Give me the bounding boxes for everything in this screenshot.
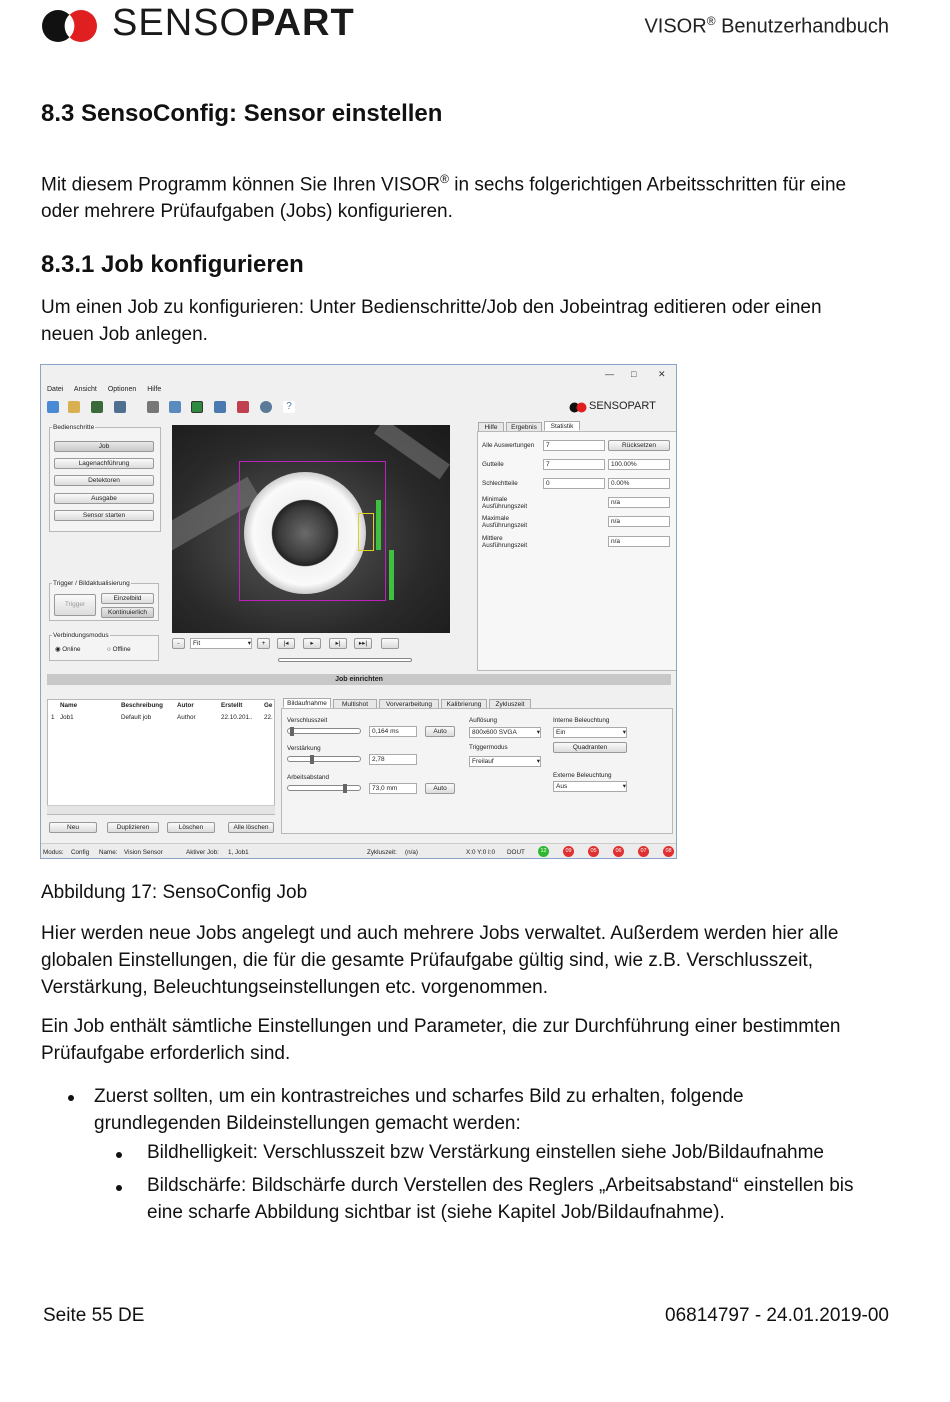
doc-title-sup: ® [706, 14, 716, 28]
shutter-value[interactable]: 0,164 ms [369, 726, 417, 737]
intro-part-c: oder mehrere Prüfaufgaben (Jobs) konfigurieren. [41, 201, 453, 223]
step-detectors-button[interactable]: Detektoren [54, 475, 154, 486]
screenshot-brand: SENSOPART [589, 400, 656, 412]
status-led-08: 08 [663, 846, 674, 857]
stat-percent-good: 100.00% [608, 459, 670, 470]
trigger-group-label: Trigger / Bildaktualisierung [53, 580, 130, 587]
paragraph-jobs-line-2: globalen Einstellungen, die für die gesamte Prüfaufgabe gültig sind, wie z.B. Verschlusszeit, [41, 950, 814, 971]
trigger-mode-label: Triggermodus [469, 744, 508, 751]
status-name-value: Vision Sensor [124, 849, 163, 856]
menu-optionen[interactable]: Optionen [107, 386, 137, 393]
zoom-in-button[interactable]: + [257, 638, 270, 649]
detector-roi[interactable] [358, 513, 374, 551]
stat-value-min-time: n/a [608, 497, 670, 508]
stat-percent-bad: 0.00% [608, 478, 670, 489]
cube-icon[interactable] [169, 401, 181, 413]
stat-value-avg-time: n/a [608, 536, 670, 547]
status-led-07: 07 [638, 846, 649, 857]
sub-bullet-brightness: Bildhelligkeit: Verschlusszeit bzw Verstärkung einstellen siehe Job/Bildaufnahme [147, 1142, 824, 1163]
tab-result[interactable]: Ergebnis [506, 422, 542, 432]
status-active-job-label: Aktiver Job: [186, 849, 219, 856]
row-created[interactable]: 22.10.201.. [221, 714, 253, 721]
stat-value-bad: 0 [543, 478, 605, 489]
steps-group-label: Bedienschritte [53, 424, 95, 431]
stat-label-good: Gutteile [482, 461, 504, 468]
status-led-05: 05 [588, 846, 599, 857]
col-changed: Ge [264, 702, 273, 709]
level-bar-1 [376, 500, 381, 550]
row-author[interactable]: Author [177, 714, 196, 721]
brand-wordmark [112, 2, 355, 45]
zoom-out-button[interactable]: - [172, 638, 185, 649]
shutter-slider[interactable] [287, 728, 361, 734]
tab-image-capture[interactable]: Bildaufnahme [283, 698, 331, 708]
maximize-icon[interactable]: □ [631, 369, 637, 379]
new-file-icon[interactable] [47, 401, 59, 413]
last-frame-button[interactable]: ▸▸| [354, 638, 372, 649]
sensopart-logo-icon [41, 9, 99, 43]
new-job-button[interactable]: Neu [49, 822, 97, 833]
next-frame-button[interactable]: ▸| [329, 638, 347, 649]
section-intro [41, 166, 901, 225]
gain-value[interactable]: 2,78 [369, 754, 417, 765]
internal-light-value: Ein [556, 729, 566, 736]
section-heading: 8.3 SensoConfig: Sensor einstellen [41, 100, 443, 127]
paragraph-def-line-2: Prüfaufgabe erforderlich sind. [41, 1043, 291, 1064]
sub-bullet-sharpness-line-2: eine scharfe Abbildung sichtbar ist (siehe Kapitel Job/Bildaufnahme). [147, 1202, 725, 1223]
status-coordinates: X:0 Y:0 I:0 [466, 849, 495, 856]
row-description[interactable]: Default job [121, 714, 152, 721]
minimize-icon[interactable]: — [605, 369, 614, 379]
tab-preprocessing[interactable]: Vorverarbeitung [379, 699, 439, 709]
bullet-main-line-1: Zuerst sollten, um ein kontrastreiches und scharfes Bild zu erhalten, folgende [94, 1086, 744, 1107]
tab-help[interactable]: Hilfe [478, 422, 504, 432]
shutter-auto-button[interactable]: Auto [425, 726, 455, 737]
tab-statistics[interactable]: Statistik [544, 421, 580, 431]
output-icon[interactable] [191, 401, 203, 413]
step-position-tracking-button[interactable]: Lagenachführung [54, 458, 154, 469]
col-created: Erstellt [221, 702, 243, 709]
frame-slider[interactable] [278, 658, 412, 662]
sub-bullet-sharpness [147, 1172, 907, 1226]
paragraph-jobs-line-1: Hier werden neue Jobs angelegt und auch mehrere Jobs verwaltet. Außerdem werden hier alle [41, 923, 839, 944]
shutter-thumb[interactable] [290, 727, 294, 736]
paragraph-jobs-line-3: Verstärkung, Beleuchtungseinstellungen etc. vorgenommen. [41, 977, 548, 998]
subsection-line-2: neuen Job anlegen. [41, 324, 208, 345]
stat-value-all: 7 [543, 440, 605, 451]
film-icon[interactable] [147, 401, 159, 413]
paragraph-jobs [41, 920, 901, 1001]
bullet-main-line-2: grundlegenden Bildeinstellungen gemacht werden: [94, 1113, 521, 1134]
zoom-value: Fit [193, 640, 201, 647]
trigger-mode-select[interactable]: Freilauf ▾ [469, 756, 541, 767]
brand-bold: PART [250, 2, 355, 44]
trigger-mode-value: Freilauf [472, 758, 494, 765]
bullet-main [94, 1083, 894, 1137]
status-led-12: 12 [538, 846, 549, 857]
save-icon[interactable] [91, 401, 103, 413]
status-led-06: 06 [613, 846, 624, 857]
continuous-button[interactable]: Kontinuierlich [101, 607, 154, 618]
gain-thumb[interactable] [310, 755, 314, 764]
stat-label-max-time: Maximale Ausführungszeit [482, 515, 528, 529]
sub-bullet-sharpness-line-1: Bildschärfe: Bildschärfe durch Verstellen des Reglers „Arbeitsabstand“ einstellen bis [147, 1175, 854, 1196]
row-index[interactable]: 1 [51, 714, 55, 721]
sub-bullet-dot [116, 1185, 122, 1191]
page-number: Seite 55 DE [43, 1305, 145, 1326]
document-id: 06814797 - 24.01.2019-00 [665, 1305, 889, 1326]
row-name[interactable]: Job1 [60, 714, 74, 721]
external-light-value: Aus [556, 783, 568, 790]
col-author: Autor [177, 702, 194, 709]
stat-label-bad: Schlechtteile [482, 480, 518, 487]
tab-multishot[interactable]: Multishot [333, 699, 377, 709]
single-image-button[interactable]: Einzelbild [101, 593, 154, 604]
status-dout: DOUT [507, 849, 525, 856]
tab-calibration[interactable]: Kalibrierung [441, 699, 487, 709]
status-active-job-value: 1, Job1 [228, 849, 249, 856]
intro-sup: ® [440, 172, 450, 186]
first-frame-button[interactable]: |◂ [277, 638, 295, 649]
zoom-select[interactable]: Fit ▾ [190, 638, 252, 649]
distance-auto-button[interactable]: Auto [425, 783, 455, 794]
upload-icon[interactable] [114, 401, 126, 413]
stat-label-avg-time: Mittlere Ausführungszeit [482, 535, 528, 549]
close-icon[interactable]: ✕ [658, 369, 666, 379]
bullet-dot [68, 1095, 74, 1101]
resolution-value: 800x600 SVGA [472, 729, 517, 736]
brand-light: SENSO [112, 2, 251, 44]
menu-ansicht[interactable]: Ansicht [73, 386, 97, 393]
status-cycle-value: (n/a) [405, 849, 418, 856]
menu-datei[interactable]: Datei [47, 386, 64, 393]
trigger-button[interactable]: Trigger [54, 594, 96, 616]
book-icon[interactable] [214, 401, 226, 413]
gain-slider[interactable] [287, 756, 361, 762]
offline-label: Offline [112, 646, 131, 653]
paragraph-job-definition [41, 1013, 901, 1067]
sub-bullet-dot [116, 1152, 122, 1158]
intro-part-b: in sechs folgerichtigen Arbeitsschritten für eine [449, 174, 847, 196]
stat-label-min-time: Minimale Ausführungszeit [482, 496, 528, 510]
record-button[interactable] [381, 638, 399, 649]
step-start-sensor-button[interactable]: Sensor starten [54, 510, 154, 521]
stat-value-max-time: n/a [608, 516, 670, 527]
tab-cycle-time[interactable]: Zykluszeit [489, 699, 531, 709]
stat-label-all: Alle Auswertungen [482, 442, 535, 449]
external-light-select[interactable]: Aus ▾ [553, 781, 627, 792]
screenshot-logo-icon [569, 402, 587, 413]
step-job-button[interactable]: Job [54, 441, 154, 452]
stat-value-good: 7 [543, 459, 605, 470]
status-mode-label: Modus: [43, 849, 64, 856]
delete-all-button[interactable]: Alle löschen [228, 822, 274, 833]
doc-title-main: VISOR [644, 15, 707, 38]
row-changed[interactable]: 22. [264, 714, 273, 721]
play-button[interactable]: ▸ [303, 638, 321, 649]
delete-job-button[interactable]: Löschen [167, 822, 215, 833]
open-folder-icon[interactable] [68, 401, 80, 413]
table-scrollbar[interactable] [47, 805, 275, 814]
col-description: Beschreibung [121, 702, 163, 709]
help-icon[interactable]: ? [283, 401, 295, 413]
status-cycle-label: Zykluszeit: [367, 849, 397, 856]
menu-bar [47, 386, 170, 393]
duplicate-job-button[interactable]: Duplizieren [107, 822, 159, 833]
step-output-button[interactable]: Ausgabe [54, 493, 154, 504]
connection-group-label: Verbindungsmodus [53, 632, 109, 639]
level-bar-2 [389, 550, 394, 600]
job-setup-bar: Job einrichten [47, 674, 671, 685]
offline-radio[interactable]: ○ Offline [107, 646, 131, 653]
status-mode-value: Config [71, 849, 90, 856]
external-light-label: Externe Beleuchtung [553, 772, 612, 779]
intro-part-a: Mit diesem Programm können Sie Ihren VISOR [41, 174, 441, 196]
distance-slider[interactable] [287, 785, 361, 791]
document-title [644, 14, 889, 39]
menu-hilfe[interactable]: Hilfe [147, 386, 162, 393]
shutter-label: Verschlusszeit [287, 717, 328, 724]
reset-button[interactable]: Rücksetzen [608, 440, 670, 451]
report-icon[interactable] [237, 401, 249, 413]
gain-label: Verstärkung [287, 745, 321, 752]
status-led-09: 09 [563, 846, 574, 857]
chat-icon[interactable] [260, 401, 272, 413]
subsection-line-1: Um einen Job zu konfigurieren: Unter Bedienschritte/Job den Jobeintrag editieren oder einen [41, 297, 822, 318]
paragraph-def-line-1: Ein Job enthält sämtliche Einstellungen und Parameter, die zur Durchführung einer bestimmten [41, 1016, 841, 1037]
online-label: Online [62, 646, 81, 653]
distance-thumb[interactable] [343, 784, 347, 793]
distance-label: Arbeitsabstand [287, 774, 330, 781]
camera-image[interactable] [172, 425, 450, 633]
distance-value[interactable]: 73,0 mm [369, 783, 417, 794]
quadrants-button[interactable]: Quadranten [553, 742, 627, 753]
status-name-label: Name: [99, 849, 118, 856]
subsection-text [41, 294, 901, 348]
online-radio[interactable]: ◉ Online [55, 646, 81, 653]
subsection-heading: 8.3.1 Job konfigurieren [41, 251, 304, 278]
internal-light-label: Interne Beleuchtung [553, 717, 610, 724]
figure-caption: Abbildung 17: SensoConfig Job [41, 882, 308, 903]
col-name: Name [60, 702, 78, 709]
internal-light-select[interactable]: Ein ▾ [553, 727, 627, 738]
doc-title-rest: Benutzerhandbuch [715, 15, 889, 38]
resolution-label: Auflösung [469, 717, 498, 724]
resolution-select[interactable]: 800x600 SVGA ▾ [469, 727, 541, 738]
sensoconfig-screenshot [40, 364, 677, 859]
